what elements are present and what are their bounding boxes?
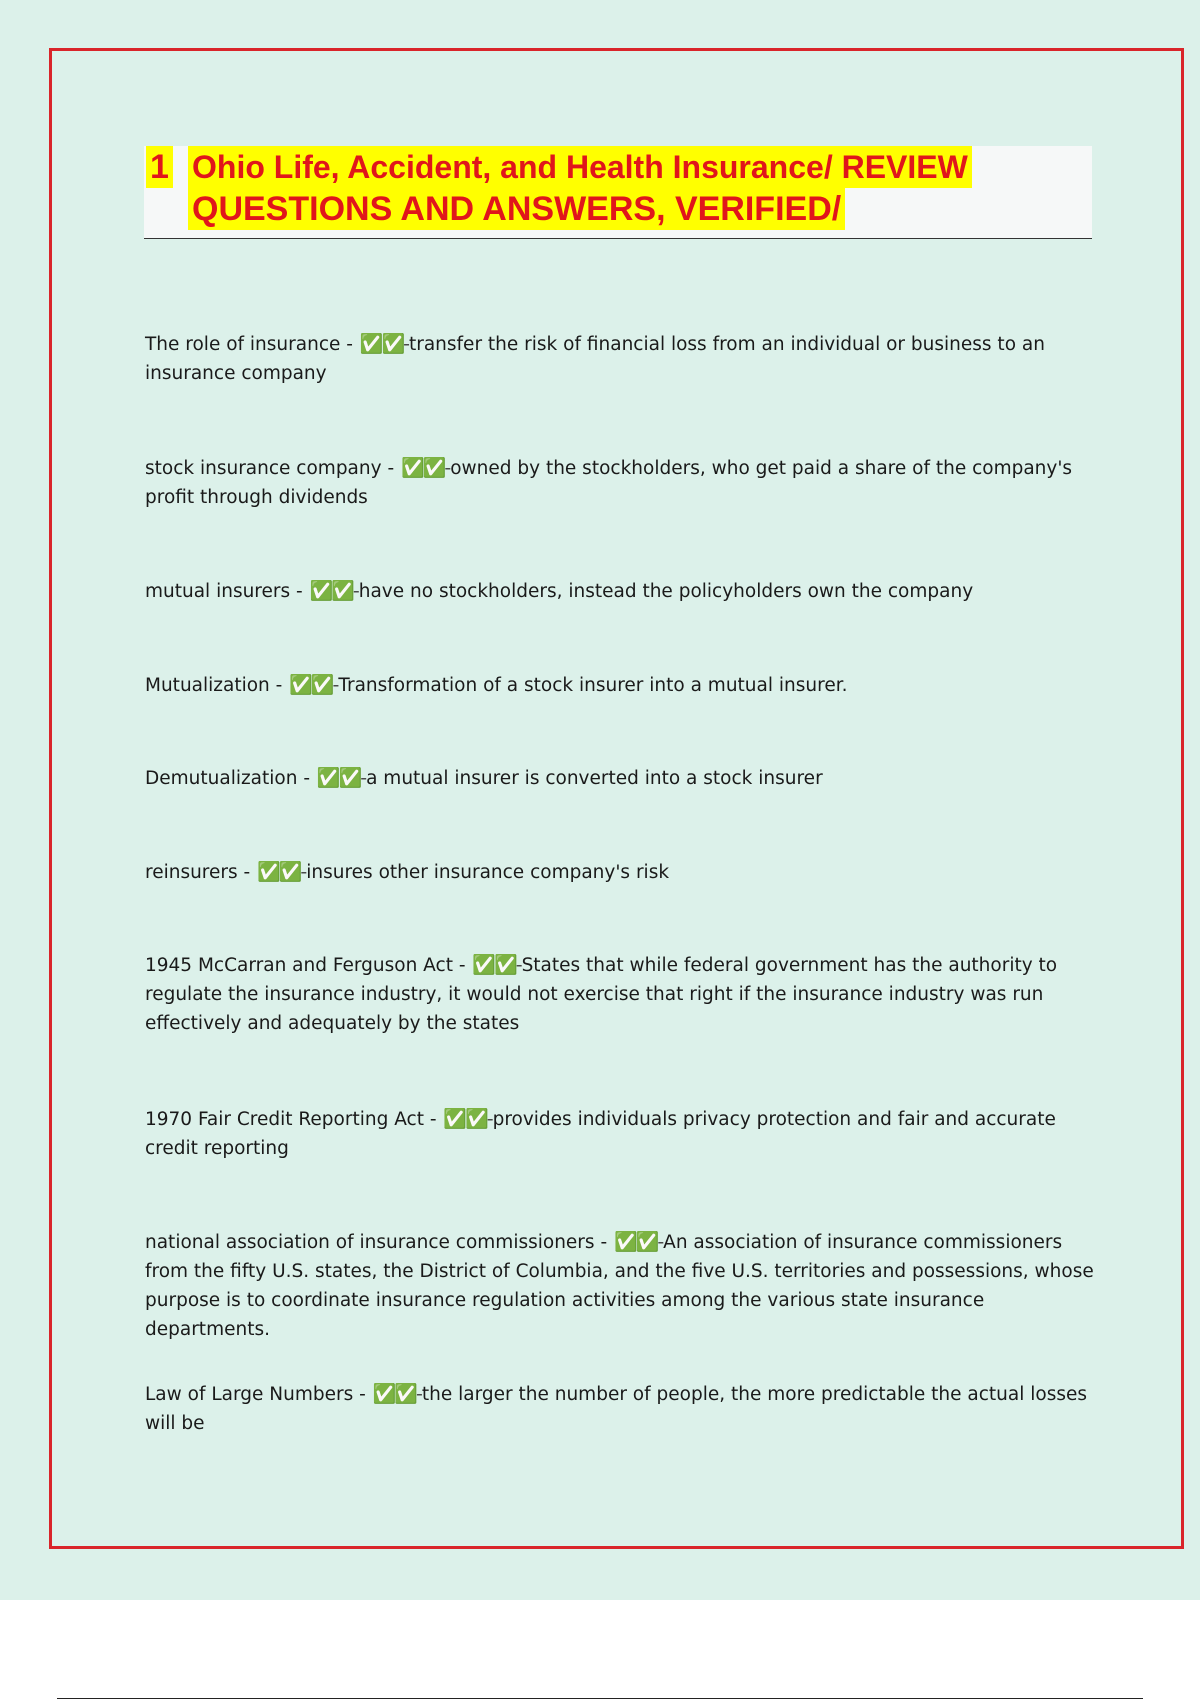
qa-item bbox=[145, 1380, 1095, 1438]
qa-item bbox=[145, 454, 1095, 512]
separator: - bbox=[594, 1232, 613, 1253]
separator: - bbox=[452, 955, 472, 976]
qa-item bbox=[145, 858, 1095, 887]
double-check-icon: ✅✅- bbox=[316, 767, 366, 789]
separator: - bbox=[423, 1109, 443, 1130]
qa-definition: States that while federal government has the authority to regulate the insurance industry, it would not exercise that right if the insurance industry was run effectively and adequately by the states bbox=[145, 955, 1058, 1034]
qa-item bbox=[145, 951, 1095, 1038]
double-check-icon: ✅✅- bbox=[309, 580, 358, 602]
qa-item bbox=[145, 764, 1095, 793]
title-line-2: QUESTIONS AND ANSWERS, VERIFIED/ bbox=[188, 188, 845, 230]
separator: - bbox=[237, 862, 257, 883]
qa-definition: have no stockholders, instead the policyholders own the company bbox=[358, 581, 974, 602]
qa-definition: insures other insurance company's risk bbox=[306, 862, 670, 883]
qa-item bbox=[145, 671, 1095, 700]
qa-definition: owned by the stockholders, who get paid a share of the company's profit through dividends bbox=[145, 458, 1073, 508]
qa-term: reinsurers bbox=[145, 862, 238, 883]
qa-term: Demutualization bbox=[145, 768, 298, 789]
qa-term: national association of insurance commissioners bbox=[145, 1232, 595, 1253]
title-line-1: Ohio Life, Accident, and Health Insurance/ REVIEW bbox=[188, 146, 972, 188]
qa-definition: provides individuals privacy protection and fair and accurate credit reporting bbox=[145, 1109, 1056, 1159]
qa-term: 1970 Fair Credit Reporting Act bbox=[145, 1109, 424, 1130]
separator: - bbox=[269, 675, 289, 696]
double-check-icon: ✅✅- bbox=[359, 333, 408, 355]
footer-divider bbox=[57, 1698, 1143, 1699]
qa-term: Mutualization bbox=[145, 675, 270, 696]
double-check-icon: ✅✅- bbox=[472, 954, 521, 976]
qa-item bbox=[145, 1105, 1095, 1163]
separator: - bbox=[297, 768, 316, 789]
qa-definition: An association of insurance commissioners from the fifty U.S. states, the District of Columbia, and the five U.S. territories and possessions, whose purpose is to coordinate insurance regulation activities among the various state insurance departments. bbox=[145, 1232, 1094, 1340]
qa-item bbox=[145, 577, 1095, 606]
double-check-icon: ✅✅- bbox=[614, 1231, 663, 1253]
separator: - bbox=[381, 458, 401, 479]
qa-definition: transfer the risk of financial loss from an individual or business to an insurance company bbox=[145, 334, 1045, 384]
document-title bbox=[144, 146, 1092, 239]
qa-term: The role of insurance bbox=[145, 334, 341, 355]
qa-term: Law of Large Numbers bbox=[145, 1384, 354, 1405]
double-check-icon: ✅✅- bbox=[372, 1383, 421, 1405]
separator: - bbox=[340, 334, 359, 355]
double-check-icon: ✅✅- bbox=[257, 861, 306, 883]
qa-item bbox=[145, 1228, 1095, 1344]
double-check-icon: ✅✅- bbox=[443, 1108, 492, 1130]
qa-definition: Transformation of a stock insurer into a mutual insurer. bbox=[338, 675, 848, 696]
double-check-icon: ✅✅- bbox=[401, 457, 450, 479]
separator: - bbox=[290, 581, 309, 602]
double-check-icon: ✅✅- bbox=[289, 674, 338, 696]
separator: - bbox=[353, 1384, 372, 1405]
qa-definition: the larger the number of people, the more predictable the actual losses will be bbox=[145, 1384, 1087, 1434]
qa-definition: a mutual insurer is converted into a stock insurer bbox=[366, 768, 823, 789]
qa-term: mutual insurers bbox=[145, 581, 291, 602]
title-number: 1 bbox=[146, 146, 173, 188]
qa-term: 1945 McCarran and Ferguson Act bbox=[145, 955, 453, 976]
qa-term: stock insurance company bbox=[145, 458, 382, 479]
qa-item bbox=[145, 330, 1095, 388]
